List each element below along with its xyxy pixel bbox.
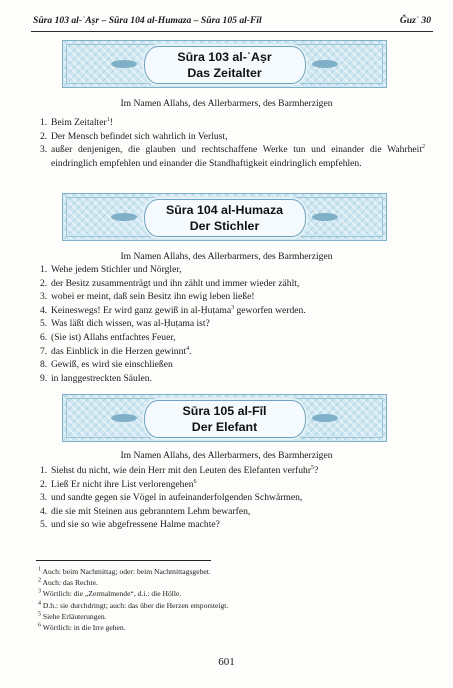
verse-text: Wehe jedem Stichler und Nörgler, [51,264,182,275]
ornament-icon [111,414,137,422]
sura-104-subtitle: Der Stichler [189,219,260,233]
verse-text: wobei er meint, daß sein Besitz ihn ewig leben ließe! [51,291,255,303]
verse [40,358,425,372]
footnote: $^5$ Siehe Erläuterungen. [38,611,107,621]
sura-104-title: Sūra 104 al-Humaza [165,203,284,217]
sura-105-title-plate [144,400,306,438]
verse-text: Gewiß, es wird sie einschließen [51,359,173,371]
ornament-icon [111,60,137,68]
verse-text: der Besitz zusammenträgt und ihn zählt und immer wieder zählt, [51,277,300,289]
ornament-icon [111,213,137,221]
verse [40,505,425,519]
sura-104-verses [40,263,425,385]
sura-104-basmala: Im Namen Allahs, des Allerbarmers, des Barmherzigen [120,251,333,262]
footnote: $^3$ Wörtlich: die „Zermalmende“, d.i.: die Hölle. [38,588,182,599]
footnotes [38,566,418,633]
verse [40,491,425,505]
verse-number: 1. [40,465,48,476]
verse-text: das Einblick in die Herzen gewinnt$^4$. [51,345,192,357]
verse [40,478,425,492]
verse-number: 8. [40,359,48,371]
verse-number: 6. [40,331,48,343]
ornament-icon [312,213,338,221]
running-head-left: Sūra 103 al-ʿAṣr – Sūra 104 al-Humaza – Sūra 105 al-Fīl [33,15,262,26]
verse-number: 4. [40,505,48,517]
page-number: 601 [218,656,235,668]
verse [40,263,425,277]
verse-number: 2. [40,478,48,490]
verse-number: 3. [40,291,48,303]
verse-text: in langgestreckten Säulen. [51,372,152,384]
header-rule [31,31,433,32]
verse [40,464,425,478]
sura-103-title-plate [144,46,306,84]
footnote-rule [36,560,211,561]
footnote: $^2$ Auch: das Rechte. [38,577,98,588]
verse-text: Keineswegs! Er wird ganz gewiß in al-Ḥuṭama$^3$ geworfen werden. [51,304,306,316]
verse-text: Was läßt dich wissen, was al-Ḥuṭama ist? [51,318,210,330]
verse-text: und sie so wie abgefressene Halme machte? [51,519,220,531]
verse [40,372,425,386]
verse-text: und sandte gegen sie Vögel in aufeinanderfolgenden Schwärmen, [51,492,303,504]
verse-number: 2. [40,130,48,142]
verse-number: 4. [40,304,48,316]
verse-number: 7. [40,345,48,357]
verse-text: Siehst du nicht, wie dein Herr mit den Leuten des Elefanten verfuhr$^5$? [51,464,319,476]
footnote-ref: 6 [193,478,197,485]
running-head [33,15,431,26]
verse [40,277,425,291]
sura-103-title: Sūra 103 al-ʿAṣr [177,50,272,64]
verse-text: außer denjenigen, die glauben und rechtschaffene Werke tun und einander die Wahrheit$^2$ eindringlich empfehlen und einander die Standhaftigkeit eindringlich empfehlen. [51,144,425,169]
verse-number: 1. [40,264,48,275]
verse [40,345,425,359]
verse-number: 5. [40,318,48,330]
footnote-ref: 4 [186,345,190,352]
verse [40,290,425,304]
verse-number: 3. [40,492,48,504]
verse-text: Der Mensch befindet sich wahrlich in Verlust, [51,130,228,142]
footnote: $^6$ Wörtlich: in die Irre gehen. [38,622,126,633]
sura-105-banner [62,394,387,442]
verse-number: 9. [40,372,48,384]
verse [40,143,425,170]
verse [40,317,425,331]
sura-105-title: Sūra 105 al-Fīl [182,404,267,418]
sura-105-basmala: Im Namen Allahs, des Allerbarmers, des Barmherzigen [120,450,333,461]
ornament-icon [312,60,338,68]
sura-104-banner [62,193,387,241]
ornament-icon [312,414,338,422]
running-head-right: Ǧuzʾ 30 [399,15,431,26]
verse-text: (Sie ist) Allahs entfachtes Feuer, [51,331,176,343]
footnote-ref: 5 [311,464,315,471]
footnote-ref: 1 [106,116,110,123]
sura-104-title-plate [144,199,306,237]
footnote-ref: 3 [231,304,235,311]
sura-105-verses [40,464,425,532]
footnote: $^1$ Auch: beim Nachmittag; oder: beim Nachmittagsgebet. [38,566,211,576]
footnote: $^4$ D.h.: sie durchdringt; auch: das über die Herzen emporsteigt. [38,600,229,610]
sura-103-verses [40,116,425,170]
sura-103-banner [62,40,387,88]
footnote-ref: 2 [422,144,425,150]
verse-text: Beim Zeitalter$^1$! [51,116,113,128]
verse-text: die sie mit Steinen aus gebranntem Lehm bewarfen, [51,505,251,517]
verse [40,130,425,144]
verse [40,116,425,130]
verse-number: 3. [40,144,48,156]
verse-text: Ließ Er nicht ihre List verlorengehen$^6$ [51,478,197,490]
verse [40,331,425,345]
sura-105-subtitle: Der Elefant [191,420,258,434]
verse [40,518,425,532]
sura-103-subtitle: Das Zeitalter [187,66,262,80]
verse-number: 2. [40,277,48,289]
sura-103-basmala: Im Namen Allahs, des Allerbarmers, des Barmherzigen [120,98,333,109]
verse-number: 5. [40,519,48,531]
verse [40,304,425,318]
verse-number: 1. [40,117,48,128]
